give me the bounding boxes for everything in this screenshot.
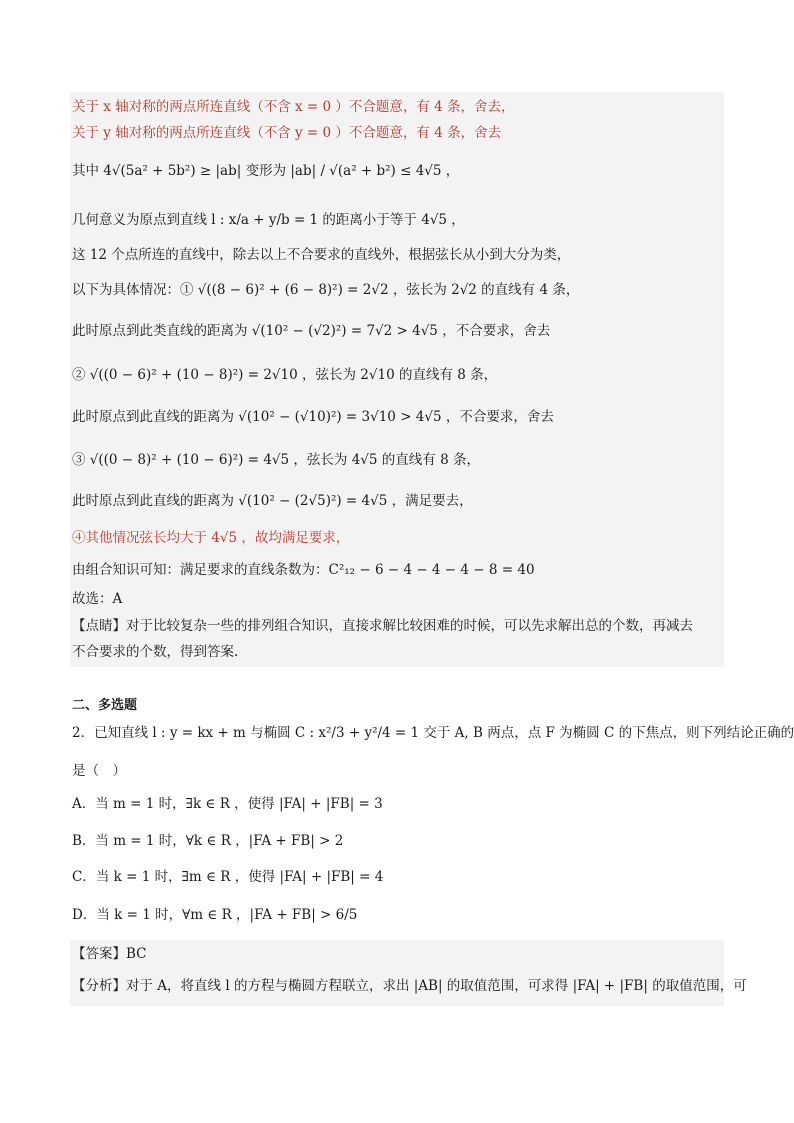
question-stem-line-2: 是（ ） [72, 763, 126, 779]
solution-line-7: 此时原点到此类直线的距离为 √(10² − (√2)²) = 7√2 > 4√5 ，不合要求，舍去 [72, 323, 551, 339]
question-stem-line-1: 2．已知直线 l : y = kx + m 与椭圆 C : x²/3 + y²/4 = 1 交于 A, B 两点，点 F 为椭圆 C 的下焦点，则下列结论正确的 [72, 725, 794, 741]
solution-line-9: 此时原点到此直线的距离为 √(10² − (√10)²) = 3√10 > 4√5 ，不合要求，舍去 [72, 409, 554, 425]
answer-line: 【答案】BC [72, 946, 147, 962]
solution-line-14: 故选：A [72, 591, 123, 607]
solution-line-4: 几何意义为原点到直线 l : x/a + y/b = 1 的距离小于等于 4√5 ， [72, 212, 465, 228]
analysis-line: 【分析】对于 A，将直线 l 的方程与椭圆方程联立，求出 |AB| 的取值范围，可求得 |FA| + |FB| 的取值范围，可 [72, 978, 747, 994]
solution-line-3: 其中 4√(5a² + 5b²) ≥ |ab| 变形为 |ab| / √(a² + b²) ≤ 4√5 ， [72, 163, 460, 179]
solution-line-10: ③ √((0 − 8)² + (10 − 6)²) = 4√5 ，弦长为 4√5 的直线有 8 条， [72, 452, 480, 468]
answer-shade [70, 940, 724, 1006]
solution-line-6: 以下为具体情况：① √((8 − 6)² + (6 − 8)²) = 2√2 ，弦长为 2√2 的直线有 4 条， [72, 282, 580, 298]
solution-line-8: ② √((0 − 6)² + (10 − 8)²) = 2√10 ，弦长为 2√10 的直线有 8 条， [72, 367, 498, 383]
solution-line-15: 【点睛】对于比较复杂一些的排列组合知识，直接求解比较困难的时候，可以先求解出总的个数，再减去 [72, 618, 693, 634]
solution-line-16: 不合要求的个数，得到答案. [72, 644, 239, 660]
solution-line-11: 此时原点到此直线的距离为 √(10² − (2√5)²) = 4√5 ，满足要去， [72, 493, 473, 509]
section-title: 二、多选题 [72, 698, 138, 713]
option-c: C．当 k = 1 时，∃m ∈ R ，使得 |FA| + |FB| = 4 [72, 869, 384, 885]
solution-line-2: 关于 y 轴对称的两点所连直线（不含 y = 0 ）不合题意，有 4 条，舍去 [72, 125, 502, 141]
solution-line-13: 由组合知识可知：满足要求的直线条数为：C²₁₂ − 6 − 4 − 4 − 4 − 8 = 40 [72, 562, 535, 578]
option-b: B．当 m = 1 时，∀k ∈ R ，|FA + FB| > 2 [72, 833, 344, 849]
option-d: D．当 k = 1 时，∀m ∈ R ，|FA + FB| > 6/5 [72, 907, 358, 923]
solution-line-5: 这 12 个点所连的直线中，除去以上不合要求的直线外，根据弦长从小到大分为类， [72, 247, 571, 263]
option-a: A．当 m = 1 时，∃k ∈ R ，使得 |FA| + |FB| = 3 [72, 796, 383, 812]
solution-line-12: ④其他情况弦长均大于 4√5 ，故均满足要求， [72, 530, 350, 546]
solution-line-1: 关于 x 轴对称的两点所连直线（不含 x = 0 ）不合题意，有 4 条，舍去， [72, 99, 515, 115]
